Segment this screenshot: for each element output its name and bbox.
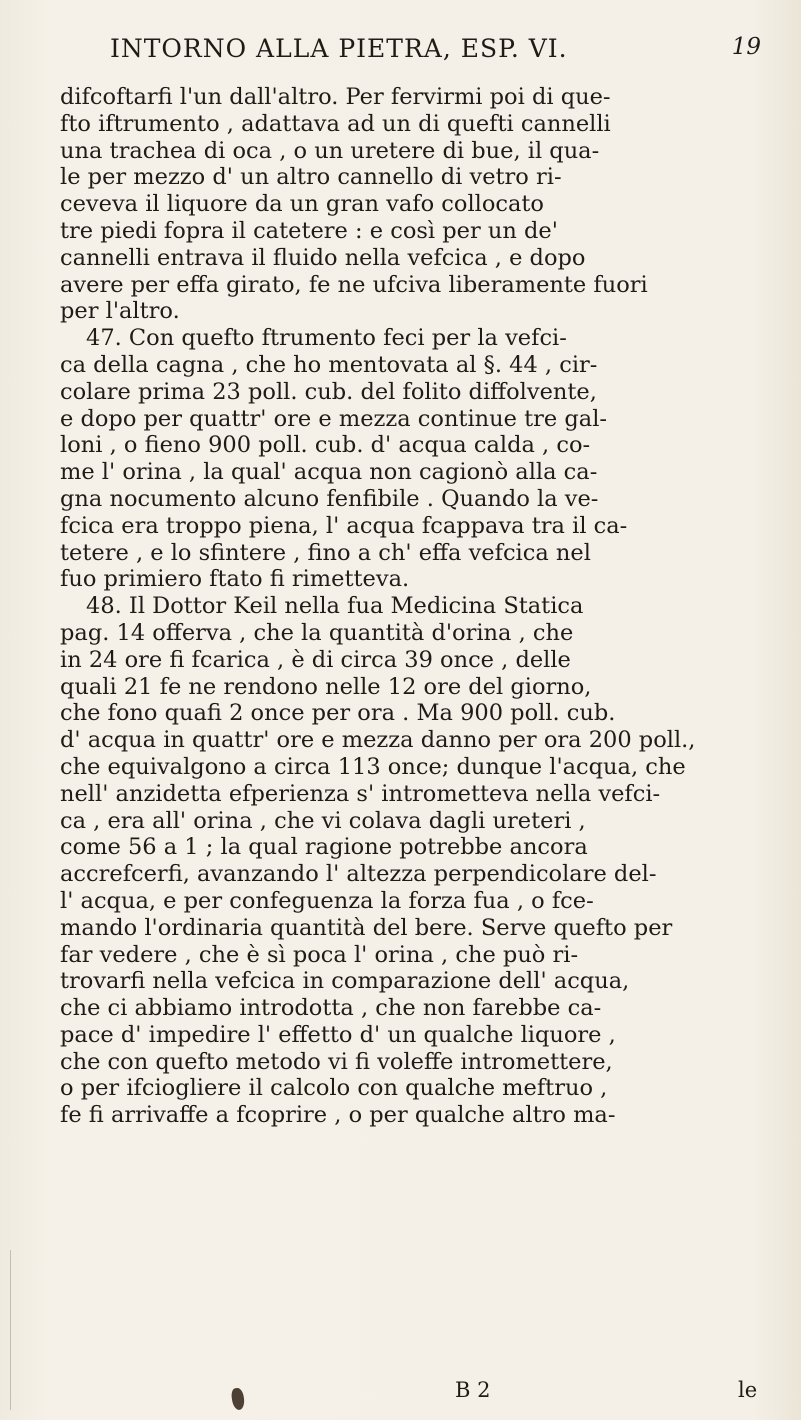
text-line: colare prima 23 poll. cub. del folito diffolvente, — [60, 378, 597, 405]
text-line: quali 21 fe ne rendono nelle 12 ore del giorno, — [60, 673, 592, 700]
text-line: difcoftarfi l'un dall'altro. Per fervirmi poi di que- — [60, 84, 611, 110]
text-line: d' acqua in quattr' ore e mezza danno per ora 200 poll., — [60, 727, 696, 754]
text-line: me l' orina , la qual' acqua non cagionò alla ca- — [60, 459, 598, 486]
text-line: ca della cagna , che ho mentovata al §. 44 , cir- — [60, 351, 598, 378]
text-line: in 24 ore fi fcarica , è di circa 39 once , delle — [60, 646, 571, 673]
text-line: gna nocumento alcuno fenfibile . Quando la ve- — [60, 485, 599, 512]
text-line: che ci abbiamo introdotta , che non farebbe ca- — [60, 995, 602, 1022]
text-line: tre piedi fopra il catetere : e così per un de' — [60, 217, 558, 244]
page-number: 19 — [731, 34, 761, 60]
text-line: come 56 a 1 ; la qual ragione potrebbe ancora — [60, 834, 588, 861]
text-line: ceveva il liquore da un gran vafo collocato — [60, 191, 544, 218]
text-line: accrefcerfi, avanzando l' altezza perpendicolare del- — [60, 861, 657, 888]
text-line: trovarfi nella vefcica in comparazione dell' acqua, — [60, 968, 630, 995]
catchword: le — [738, 1378, 758, 1402]
paragraph-47-start: 47. Con quefto ftrumento feci per la vefci- — [86, 325, 567, 352]
text-line: nell' anzidetta efperienza s' intrometteva nella vefci- — [60, 780, 661, 807]
text-line: per l'altro. — [60, 298, 180, 325]
text-line: pace d' impedire l' effetto d' un qualche liquore , — [60, 1021, 616, 1048]
text-line: mando l'ordinaria quantità del bere. Serve quefto per — [60, 914, 673, 941]
body-text — [60, 84, 775, 1129]
text-line: pag. 14 offerva , che la quantità d'orina , che — [60, 619, 574, 646]
margin-crease-line — [10, 1250, 11, 1410]
text-line: avere per effa girato, fe ne ufciva liberamente fuori — [60, 271, 648, 298]
paragraph-48-start: 48. Il Dottor Keil nella fua Medicina Statica — [86, 593, 584, 620]
text-line: loni , o fieno 900 poll. cub. d' acqua calda , co- — [60, 432, 591, 459]
signature-mark: B 2 — [455, 1378, 491, 1402]
running-head: INTORNO ALLA PIETRA, ESP. VI. — [110, 34, 568, 63]
text-line: che fono quafi 2 once per ora . Ma 900 poll. cub. — [60, 700, 616, 727]
page-footer — [0, 1378, 801, 1408]
text-line: cannelli entrava il fluido nella vefcica , e dopo — [60, 244, 586, 271]
text-line: l' acqua, e per confeguenza la forza fua , o fce- — [60, 887, 594, 914]
text-line: o per ifciogliere il calcolo con qualche meftruo , — [60, 1075, 608, 1102]
text-line: fcica era troppo piena, l' acqua fcappava tra il ca- — [60, 512, 628, 539]
text-line: e dopo per quattr' ore e mezza continue tre gal- — [60, 405, 607, 432]
text-line: fto iftrumento , adattava ad un di quefti cannelli — [60, 110, 611, 137]
text-line: fe fi arrivaffe a fcoprire , o per qualche altro ma- — [60, 1102, 616, 1129]
text-line: tetere , e lo sfintere , fino a ch' effa vefcica nel — [60, 539, 591, 566]
text-line: ca , era all' orina , che vi colava dagli ureteri , — [60, 807, 586, 834]
text-line: fuo primiero ftato fi rimetteva. — [60, 566, 410, 593]
text-line: le per mezzo d' un altro cannello di vetro ri- — [60, 164, 562, 191]
text-line: una trachea di oca , o un uretere di bue, il qua- — [60, 137, 600, 164]
text-line: che equivalgono a circa 113 once; dunque l'acqua, che — [60, 753, 686, 780]
text-line: che con quefto metodo vi fi voleffe intromettere, — [60, 1048, 613, 1075]
page-header — [0, 34, 801, 78]
text-line: far vedere , che è sì poca l' orina , che può ri- — [60, 941, 579, 968]
